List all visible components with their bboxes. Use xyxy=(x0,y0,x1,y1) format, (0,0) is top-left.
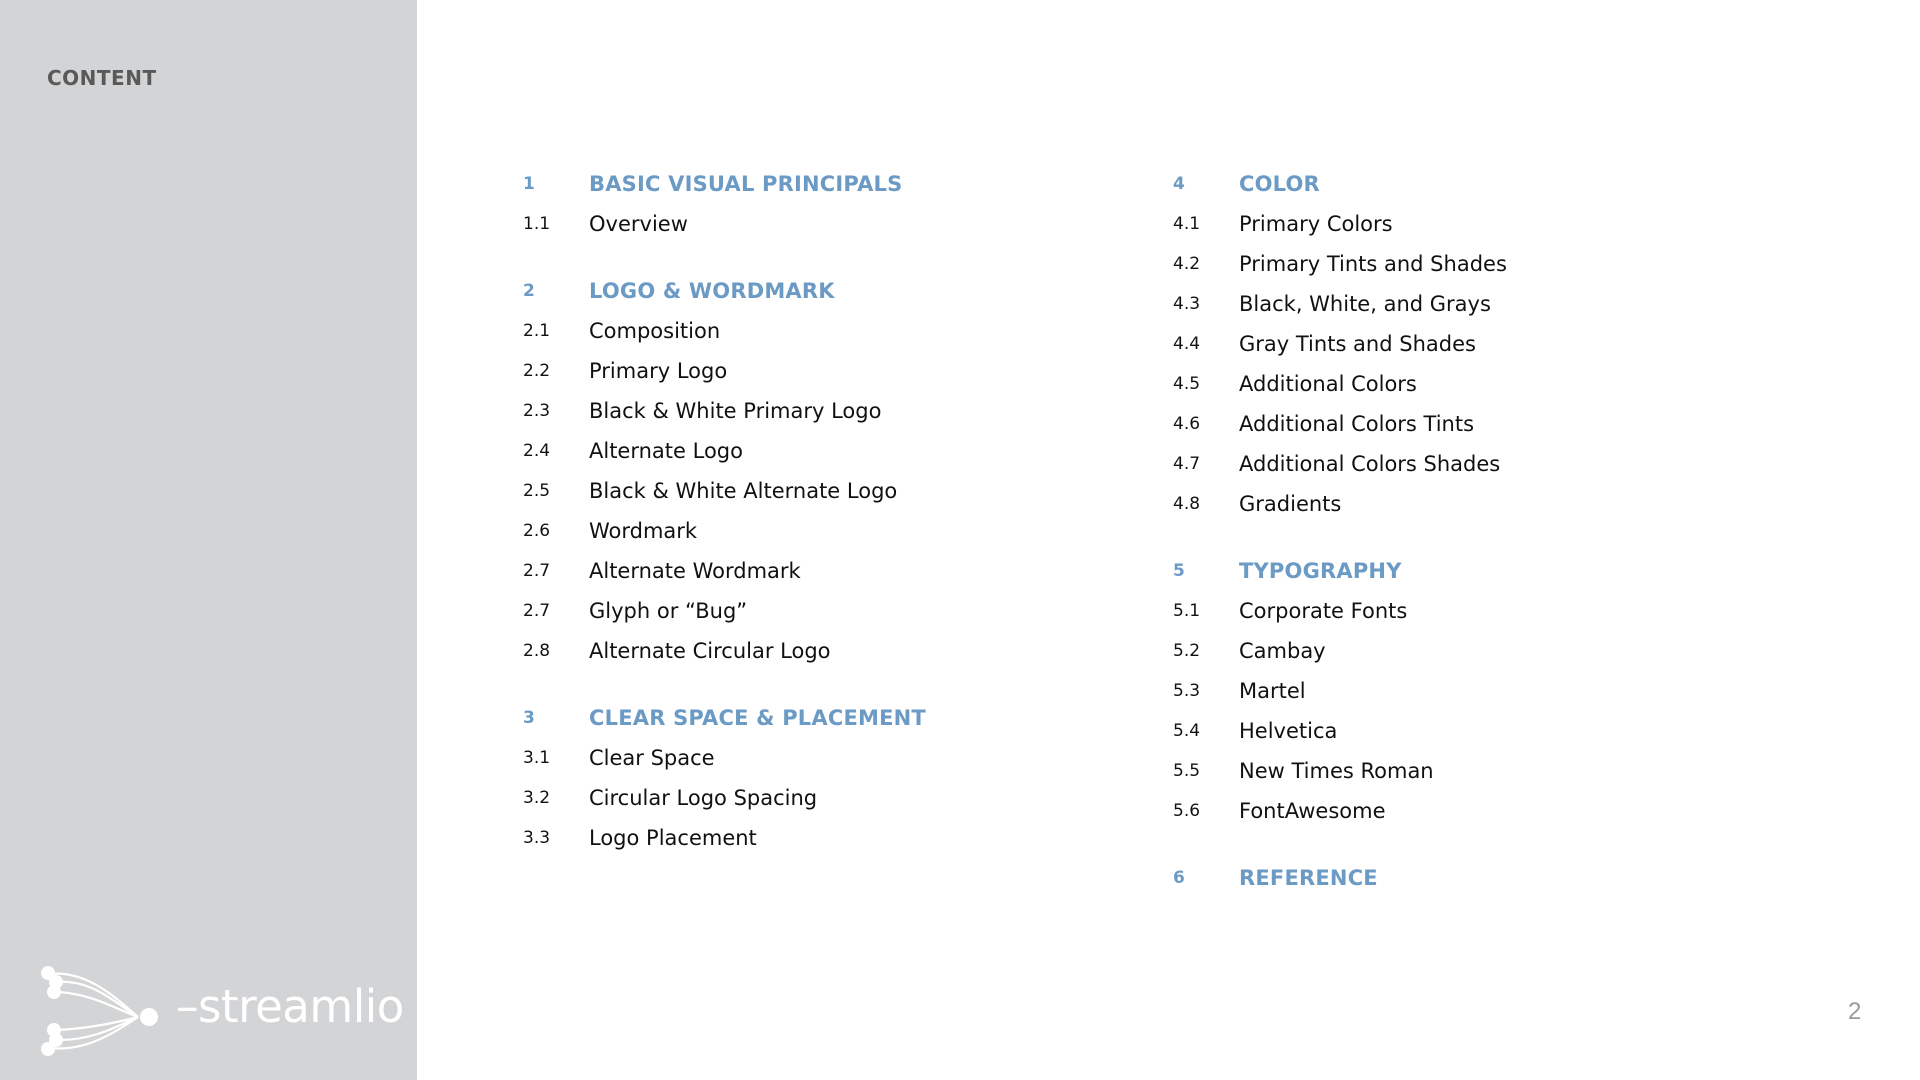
toc-item-number: 3.2 xyxy=(523,788,551,808)
toc-item-title: Glyph or “Bug” xyxy=(589,599,748,623)
toc-section-number: 3 xyxy=(523,708,535,728)
toc-item-number: 1.1 xyxy=(523,214,551,234)
toc-item-number: 3.3 xyxy=(523,828,551,848)
toc-item-title: Additional Colors Shades xyxy=(1239,452,1501,476)
toc-item-title: FontAwesome xyxy=(1239,799,1386,823)
toc-item-number: 4.3 xyxy=(1173,294,1201,314)
toc-item-title: Primary Logo xyxy=(589,359,728,383)
toc-item-title: New Times Roman xyxy=(1239,759,1434,783)
toc-item-title: Martel xyxy=(1239,679,1306,703)
toc-item-title: Additional Colors Tints xyxy=(1239,412,1475,436)
toc-item-number: 4.5 xyxy=(1173,374,1201,394)
toc-item-number: 5.5 xyxy=(1173,761,1201,781)
toc-section-title: CLEAR SPACE & PLACEMENT xyxy=(589,706,926,730)
toc-item-number: 5.4 xyxy=(1173,721,1201,741)
toc-section-number: 6 xyxy=(1173,868,1185,888)
toc-item-title: Black & White Alternate Logo xyxy=(589,479,898,503)
toc-item-title: Black & White Primary Logo xyxy=(589,399,882,423)
toc-item-number: 4.8 xyxy=(1173,494,1201,514)
toc-item-number: 2.2 xyxy=(523,361,551,381)
toc-item-number: 2.7 xyxy=(523,561,551,581)
sidebar xyxy=(0,0,417,1080)
toc-item-number: 5.3 xyxy=(1173,681,1201,701)
toc-item-number: 2.7 xyxy=(523,601,551,621)
toc-item-title: Corporate Fonts xyxy=(1239,599,1408,623)
toc-item-number: 4.4 xyxy=(1173,334,1201,354)
toc-item-number: 5.6 xyxy=(1173,801,1201,821)
toc-item-number: 2.8 xyxy=(523,641,551,661)
toc-item-number: 4.1 xyxy=(1173,214,1201,234)
toc-section-title: TYPOGRAPHY xyxy=(1239,559,1402,583)
toc-item-number: 5.1 xyxy=(1173,601,1201,621)
toc-item-number: 5.2 xyxy=(1173,641,1201,661)
toc-item-title: Gradients xyxy=(1239,492,1342,516)
toc-item-number: 2.5 xyxy=(523,481,551,501)
toc-section-title: COLOR xyxy=(1239,172,1320,196)
toc-item-number: 2.1 xyxy=(523,321,551,341)
toc-item-title: Logo Placement xyxy=(589,826,757,850)
toc-item-title: Alternate Wordmark xyxy=(589,559,801,583)
toc-item-number: 2.4 xyxy=(523,441,551,461)
toc-item-number: 4.2 xyxy=(1173,254,1201,274)
toc-item-title: Composition xyxy=(589,319,721,343)
page-number: 2 xyxy=(1848,998,1862,1025)
toc-item-number: 2.3 xyxy=(523,401,551,421)
toc-item-number: 3.1 xyxy=(523,748,551,768)
toc-section-title: LOGO & WORDMARK xyxy=(589,279,835,303)
toc-item-title: Alternate Circular Logo xyxy=(589,639,831,663)
sidebar-title: CONTENT xyxy=(47,66,157,90)
toc-item-title: Overview xyxy=(589,212,688,236)
streamlio-glyph-icon xyxy=(38,960,178,1060)
toc-section-number: 1 xyxy=(523,174,535,194)
toc-section-title: BASIC VISUAL PRINCIPALS xyxy=(589,172,903,196)
toc-section-title: REFERENCE xyxy=(1239,866,1378,890)
toc-item-title: Primary Colors xyxy=(1239,212,1393,236)
logo-wordmark: –streamlio xyxy=(176,980,404,1033)
toc-item-number: 4.6 xyxy=(1173,414,1201,434)
toc-item-title: Circular Logo Spacing xyxy=(589,786,818,810)
toc-item-title: Primary Tints and Shades xyxy=(1239,252,1507,276)
toc-item-title: Clear Space xyxy=(589,746,715,770)
streamlio-logo xyxy=(38,960,404,1060)
toc-item-title: Alternate Logo xyxy=(589,439,743,463)
toc-item-title: Black, White, and Grays xyxy=(1239,292,1491,316)
toc-item-title: Wordmark xyxy=(589,519,698,543)
toc-section-number: 4 xyxy=(1173,174,1185,194)
toc-item-number: 4.7 xyxy=(1173,454,1201,474)
toc-item-title: Helvetica xyxy=(1239,719,1338,743)
toc-item-title: Additional Colors xyxy=(1239,372,1417,396)
toc-section-number: 5 xyxy=(1173,561,1185,581)
toc-item-title: Cambay xyxy=(1239,639,1326,663)
toc-item-number: 2.6 xyxy=(523,521,551,541)
toc-section-number: 2 xyxy=(523,281,535,301)
toc-item-title: Gray Tints and Shades xyxy=(1239,332,1476,356)
